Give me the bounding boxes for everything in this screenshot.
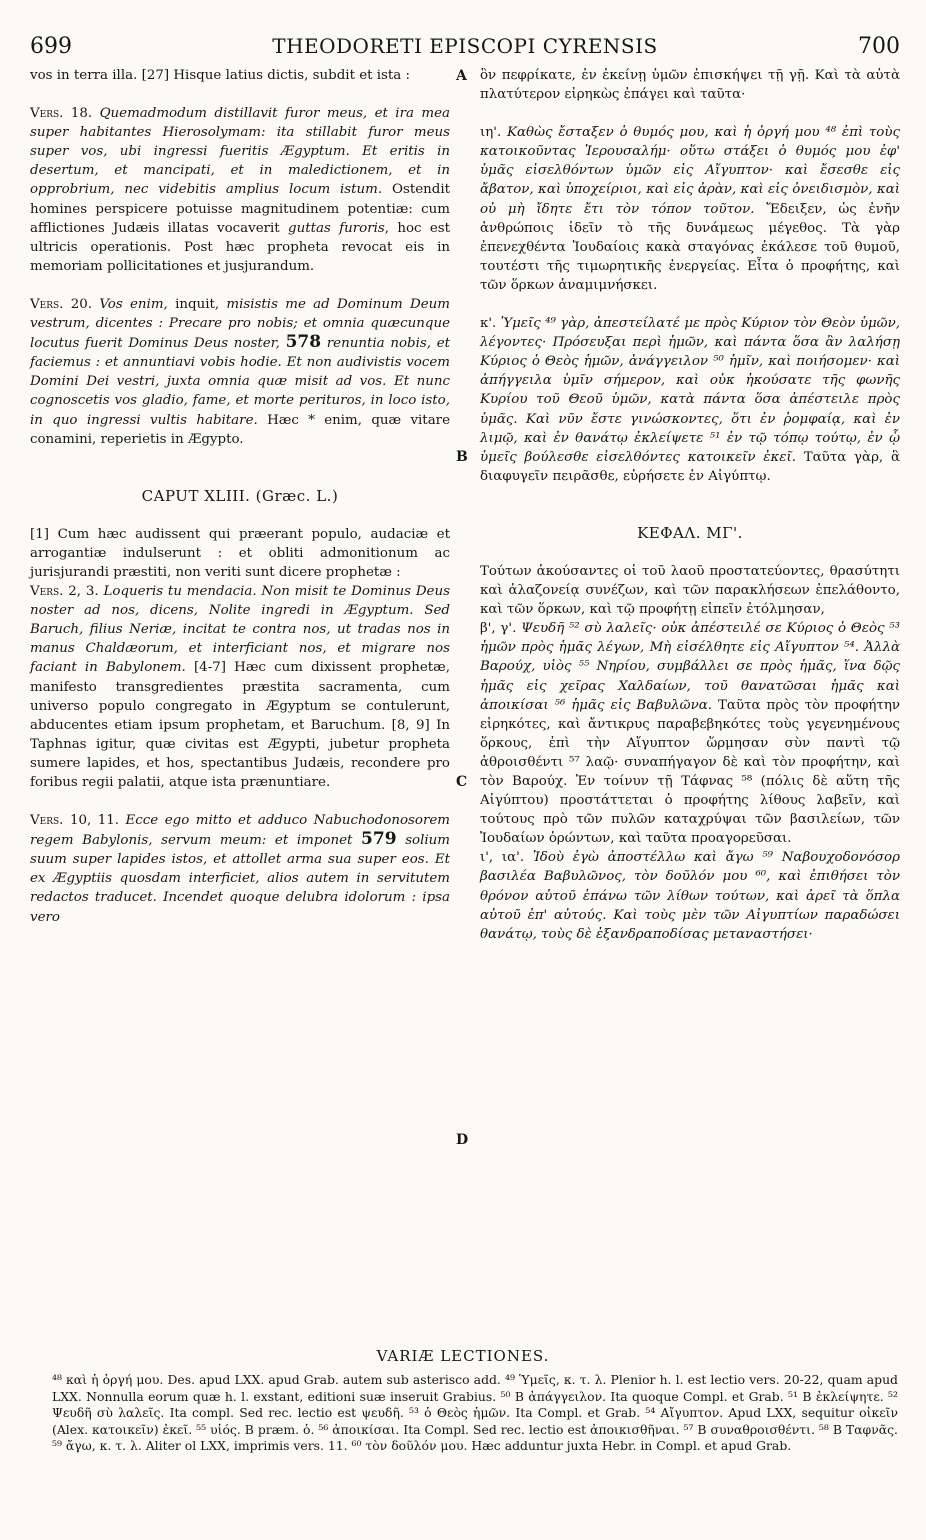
latin-chapter-intro: [1] Cum hæc audissent qui præerant populo, audaciæ et arrogantiæ indulserunt : et obliti admonitionum ac jurisjurandi præstiti, non veriti sunt dicere prophetæ : — [30, 526, 450, 580]
greek-verse-2-3 — [480, 619, 900, 848]
latin-column — [30, 66, 450, 927]
verse-label: Vers. — [30, 296, 64, 312]
verse-text: renuntia nobis, et faciemus : et annuntiavi vobis hodie. Et non audivistis vocem Domini Dei vestri, juxta omnia quæ misit ad vos. Et nunc cognoscetis vos gladio, fame, et morte perituros, in loco isto, in quo ingressi vultis habitare. — [30, 336, 451, 428]
verse-number: ιη'. — [480, 125, 502, 141]
verse-label: Vers. — [30, 584, 64, 600]
latin-verse-20 — [30, 295, 450, 449]
verse-text: Ὑμεῖς ⁴⁹ γὰρ, ἀπεστείλατέ με πρὸς Κύριον τὸν Θεὸν ὑμῶν, λέγοντες· Πρόσευξαι περὶ ἡμῶν, καὶ πάντα ὅσα ἂν λαλήσῃ Κύριος ὁ Θεὸς ἡμῶν, ἀνάγγειλον ⁵⁰ ἡμῖν, καὶ ποιήσομεν· καὶ ἀπήγγειλα ὑμῖν σήμερον, καὶ οὐκ ἠκούσατε τῆς φωνῆς Κυρίου τοῦ Θεοῦ ὑμῶν, κατὰ πάντα ὅσα ἀπέστειλε πρὸς ὑμᾶς. Καὶ νῦν ἔστε γινώσκοντες, ὅτι ἐν ῥομφαίᾳ, καὶ ἐν λιμῷ, καὶ ἐν θανάτῳ ἐκλείψετε ⁵¹ ἐν τῷ τόπῳ τούτῳ, ἐν ᾧ ὑμεῖς βούλεσθε εἰσελθόντες κατοικεῖν ἐκεῖ. — [480, 316, 900, 465]
page-marker: 578 — [285, 332, 322, 353]
verse-text: Ψευδῆ ⁵² σὺ λαλεῖς· οὐκ ἀπέστειλέ σε Κύριος ὁ Θεὸς ⁵³ ἡμῶν πρὸς ἡμᾶς λέγων, Μὴ εἰσέλθητε εἰς Αἴγυπτον ⁵⁴. Ἀλλὰ Βαρούχ, υἱὸς ⁵⁵ Νηρίου, συμβάλλει σε πρὸς ἡμᾶς, ἵνα δῷς ἡμᾶς εἰς χεῖρας Χαλδαίων, τοῦ θανατῶσαι ἡμᾶς καὶ ἀποικίσαι ⁵⁶ ἡμᾶς εἰς Βαβυλῶνα. — [480, 621, 900, 713]
verse-text: Quemadmodum distillavit furor meus, et ira mea super habitantes Hierosolymam: ita stillabit furor meus super vos, ubi ingressi fueritis Ægyptum. Et eritis in desertum, et mancipati, et in maledictionem, et in opprobrium, nec videbitis amplius locum istum. — [30, 106, 450, 198]
verse-text: Loqueris tu mendacia. Non misit te Dominus Deus noster ad nos, dicens, Nolite ingredi in Ægyptum. Sed Baruch, filius Neriæ, incitat te contra nos, ut tradas nos in manus Chaldæorum, et interficiant nos, et migrare nos faciant in Babylonem. — [30, 584, 450, 676]
margin-letter-b: B — [456, 449, 468, 465]
margin-letter-d: D — [456, 1132, 469, 1148]
greek-verse-20 — [480, 314, 900, 486]
commentary-text: Ταῦτα πρὸς τὸν προφήτην εἰρηκότες, καὶ ἄντικρυς παραβεβηκότες τοὺς γεγενημένους ὅρκους, ἐπὶ τὴν Αἴγυπτον ὥρμησαν σὺν παντὶ τῷ ἀθροισθέντι ⁵⁷ λαῷ· συναπήγαγον δὲ καὶ τὸν προφήτην, καὶ τὸν Βαρούχ. Ἐν τοίνυν τῇ Τάφνας ⁵⁸ (πόλις δὲ αὕτη τῆς Αἰγύπτου) προστάττεται ὁ προφήτης λίθους λαβεῖν, καὶ τούτους πρὸ τῶν πυλῶν καταχρύψαι τῶν βασιλείων, τῶν Ἰουδαίων ὁρώντων, καὶ ταῦτα προαγορεῦσαι. — [480, 697, 900, 847]
verse-text: Ἰδοὺ ἐγὼ ἀποστέλλω καὶ ἄγω ⁵⁹ Ναβουχοδονόσορ βασιλέα Βαβυλῶνος, τὸν δοῦλόν μου ⁶⁰, καὶ ἐπιθήσει τὸν θρόνον αὐτοῦ ἐπάνω τῶν λίθων τούτων, καὶ ἀρεῖ τὰ ὅπλα αὐτοῦ ἐπ' αὐτούς. Καὶ τοὺς μὲν τῶν Αἰγυπτίων παραδώσει θανάτῳ, τοὺς δὲ ἐξανδραποδίσας μεταναστήσει· — [480, 850, 900, 942]
verse-label: Vers. — [30, 813, 64, 829]
verse-number: 18. — [70, 106, 93, 122]
latin-verse-2-3 — [30, 582, 450, 792]
verse-number: 20. — [70, 296, 93, 312]
commentary-text: Ταῦτα γὰρ, ἃ διαφυγεῖν πειρᾶσθε, εὑρήσετε ἐν Αἰγύπτῳ. — [480, 449, 900, 484]
running-header — [30, 34, 900, 60]
commentary-text: , hoc est ultricis operationis. Post hæc propheta revocat eis in memoriam pollicitationes et jusjurandum. — [30, 220, 451, 274]
commentary-italic: guttas furoris — [288, 220, 385, 236]
commentary-text: Ostendit homines perspicere potuisse magnitudinem potentiæ: cum afflictiones Judæis illatas vocaverit — [30, 182, 450, 236]
margin-letter-c: C — [456, 774, 468, 790]
verse-number: β', γ'. — [480, 621, 517, 637]
verse-text: solium suum super lapides istos, et attollet arma sua super eos. Et ex Ægyptiis quosdam interficiet, alios autem in servitutem redactos traducet. Incendet quoque delubra idolorum : ipsa vero — [30, 833, 451, 925]
latin-verse-10-11 — [30, 811, 450, 927]
chapter-heading-latin: CAPUT XLIII. (Græc. L.) — [141, 486, 339, 505]
commentary-text: [4-7] Hæc cum dixissent prophetæ, manifesto transgredientes præstita sacramenta, cum universo populo congregato in Ægyptum se contulerunt, abducentes etiam ipsum prophetam, et Baruchum. [8, 9] In Taphnas igitur, quæ civitas est Ægypti, jubetur propheta sumere lapides, et hos, spectantibus Judæis, recondere pro foribus regii palatii, atque ista prænuntiare. — [30, 660, 450, 790]
verse-text: Καθὼς ἔσταξεν ὁ θυμός μου, καὶ ἡ ὀργή μου ⁴⁸ ἐπὶ τοὺς κατοικοῦντας Ἱερουσαλήμ· οὕτω στάξει ὁ θυμός μου ἐφ' ὑμᾶς εἰσελθόντων ὑμῶν εἰς Αἴγυπτον· καὶ ἔσεσθε εἰς ἄβατον, καὶ ὑποχείριοι, καὶ εἰς ἀρὰν, καὶ εἰς ὀνειδισμὸν, καὶ οὐ μὴ ἴδητε ἔτι τὸν τόπον τοῦτον. — [480, 125, 901, 217]
commentary-text: Hæc * enim, quæ vitare conamini, reperietis in Ægypto. — [30, 412, 450, 447]
margin-letter-a: A — [456, 68, 467, 84]
greek-column — [480, 66, 900, 944]
variae-lectiones-notes: ⁴⁸ καὶ ἡ ὀργή μου. Des. apud LXX. apud Grab. autem sub asterisco add. ⁴⁹ Ὑμεῖς, κ. τ. λ. Plenior h. l. est lectio vers. 20-22, quam apud LXX. Nonnulla eorum quæ h. l. exstant, editioni suæ inseruit Grabius. ⁵⁰ B ἀπάγγειλον. Ita quoque Compl. et Grab. ⁵¹ B ἐκλείψητε. ⁵² Ψευδῆ σὺ λαλεῖς. Ita compl. Sed rec. lectio est ψευδῆ. ⁵³ ὁ Θεὸς ἡμῶν. Ita Compl. et Grab. ⁵⁴ Αἴγυπτον. Apud LXX, sequitur οἰκεῖν (Alex. κατοικεῖν) ἐκεῖ. ⁵⁵ υἱός. B præm. ὁ. ⁵⁶ ἀποικίσαι. Ita Compl. Sed rec. lectio est ἀποικισθῆναι. ⁵⁷ B συναθροισθέντι. ⁵⁸ B Ταφνᾶς. ⁵⁹ ἄγω, κ. τ. λ. Aliter ol LXX, imprimis vers. 11. ⁶⁰ τὸν δοῦλόν μου. Hæc adduntur juxta Hebr. in Compl. et apud Grab. — [52, 1372, 898, 1454]
verse-number: κ'. — [480, 316, 497, 332]
variae-lectiones-heading: VARIÆ LECTIONES. — [376, 1347, 550, 1365]
page-marker: 579 — [361, 829, 397, 850]
verse-text: Ecce ego mitto et adduco Nabuchodonosorem regem Babylonis, servum meum: et imponet — [30, 813, 450, 849]
greek-verse-18 — [480, 123, 900, 295]
latin-intro: vos in terra illa. [27] Hisque latius dictis, subdit et ista : — [30, 68, 411, 83]
greek-chapter-intro: Τούτων ἀκούσαντες οἱ τοῦ λαοῦ προστατεύοντες, θρασύτητι καὶ ἀλαζονείᾳ συνέζων, καὶ τῶν παρακλήσεων ἐπελάθοντο, καὶ τῶν ὅρκων, καὶ τῷ προφήτῃ εἰπεῖν ἐτόλμησαν, — [480, 563, 900, 618]
verse-label: Vers. — [30, 106, 64, 122]
running-title: THEODORETI EPISCOPI CYRENSIS — [272, 34, 658, 58]
greek-verse-10-11 — [480, 848, 900, 943]
verse-number: 2, 3. — [68, 584, 99, 600]
verse-text: Vos enim, — [99, 296, 168, 312]
latin-verse-18 — [30, 104, 450, 276]
inquit-text: inquit, — [175, 296, 220, 312]
page-number-right: 700 — [858, 34, 900, 59]
page-number-left: 699 — [30, 34, 72, 59]
verse-number: ι', ια'. — [480, 850, 525, 866]
commentary-text: Ἔδειξεν, ὡς ἐνῆν ἀνθρώποις ἰδεῖν τὸ τῆς δυνάμεως μέγεθος. Τὰ γὰρ ἐπενεχθέντα Ἰουδαίοις κακὰ σταγόνας ἐκάλεσε τοῦ θυμοῦ, τουτέστι τῆς τιμωρητικῆς ἐνεργείας. Εἶτα ὁ προφήτης, καὶ τῶν ὅρκων ἀναμιμνήσκει. — [480, 201, 900, 293]
verse-text: misistis me ad Dominum Deum vestrum, dicentes : Precare pro nobis; et omnia quæcunque locutus fuerit Dominus Deus noster, — [30, 296, 450, 352]
verse-number: 10, 11. — [69, 813, 120, 829]
greek-intro: ὃν πεφρίκατε, ἐν ἐκείνῃ ὑμῶν ἐπισκήψει τῇ γῇ. Καὶ τὰ αὐτὰ πλατύτερον εἰρηκὼς ἐπάγει καὶ ταῦτα· — [480, 68, 900, 103]
chapter-heading-greek: ΚΕΦΑΛ. ΜΓ'. — [637, 523, 743, 542]
